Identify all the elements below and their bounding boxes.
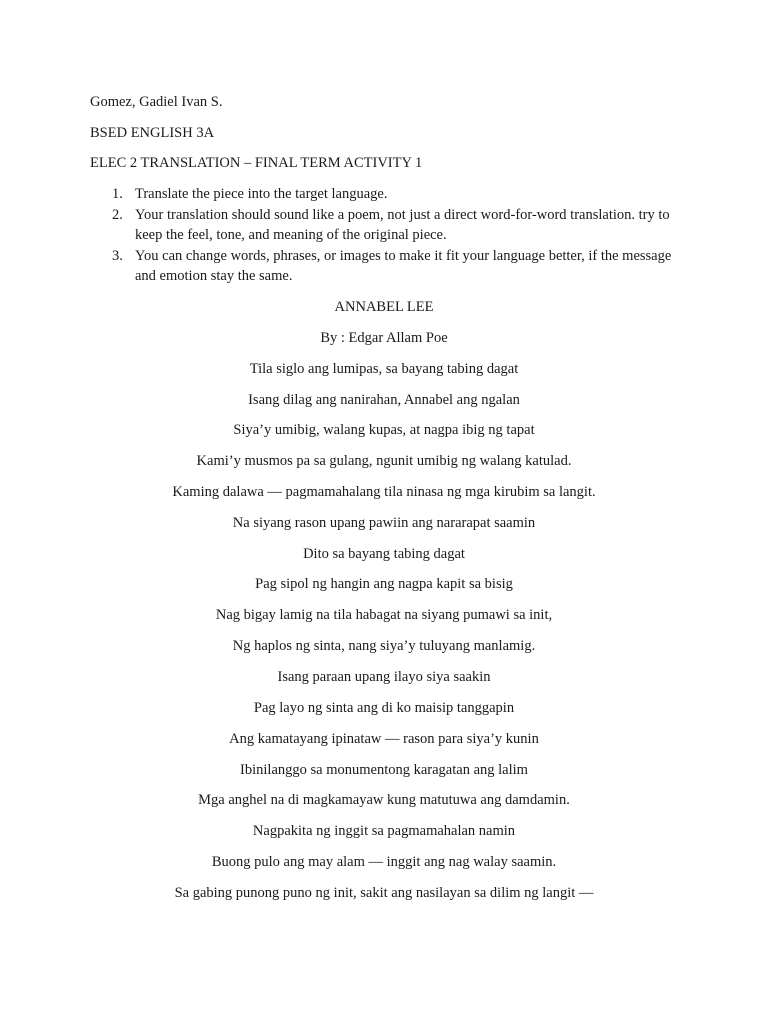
instruction-number: 1. [112,186,123,202]
poem-line: Mga anghel na di magkamayaw kung matutuwa ang damdamin. [198,792,570,808]
poem-line: Sa gabing punong puno ng init, sakit ang nasilayan sa dilim ng langit — [174,885,594,901]
activity-title: ELEC 2 TRANSLATION – FINAL TERM ACTIVITY 1 [90,155,423,171]
poem-line: Na siyang rason upang pawiin ang nararapat saamin [232,515,536,531]
instruction-item [90,205,690,246]
instruction-text: Translate the piece into the target language. [135,186,388,202]
instruction-item [90,184,690,205]
poem-author: By : Edgar Allam Poe [320,330,448,346]
poem-line: Nagpakita ng inggit sa pagmamahalan namin [252,823,516,839]
poem-line: Ang kamatayang ipinataw — rason para siya’y kunin [229,731,539,747]
student-name: Gomez, Gadiel Ivan S. [90,94,223,110]
poem-title: ANNABEL LEE [334,299,434,315]
poem-line: Isang paraan upang ilayo siya saakin [277,669,491,685]
poem-line: Pag layo ng sinta ang di ko maisip tanggapin [253,700,515,716]
poem-line: Ng haplos ng sinta, nang siya’y tuluyang manlamig. [232,638,536,654]
poem-line: Siya’y umibig, walang kupas, at nagpa ibig ng tapat [233,422,535,438]
poem-line: Kami’y musmos pa sa gulang, ngunit umibig ng walang katulad. [196,453,572,469]
poem-line: Isang dilag ang nanirahan, Annabel ang ngalan [248,392,520,408]
poem-line: Tila siglo ang lumipas, sa bayang tabing dagat [249,361,519,377]
poem-line: Kaming dalawa — pagmamahalang tila ninasa ng mga kirubim sa langit. [172,484,596,500]
poem-line: Buong pulo ang may alam — inggit ang nag walay saamin. [211,854,557,870]
poem-line: Nag bigay lamig na tila habagat na siyang pumawi sa init, [215,607,553,623]
instruction-item [90,246,690,287]
instruction-number: 3. [112,247,123,264]
poem-line: Pag sipol ng hangin ang nagpa kapit sa bisig [255,576,513,592]
instruction-text: You can change words, phrases, or images to make it fit your language better, if the message and emotion stay the same. [135,247,672,284]
poem-line: Dito sa bayang tabing dagat [303,546,465,562]
course-section: BSED ENGLISH 3A [90,125,215,141]
instruction-text: Your translation should sound like a poem, not just a direct word-for-word translation. try to keep the feel, tone, and meaning of the original piece. [135,206,670,243]
instructions-list [90,184,690,287]
instruction-number: 2. [112,206,123,223]
poem-line: Ibinilanggo sa monumentong karagatan ang lalim [240,762,528,778]
